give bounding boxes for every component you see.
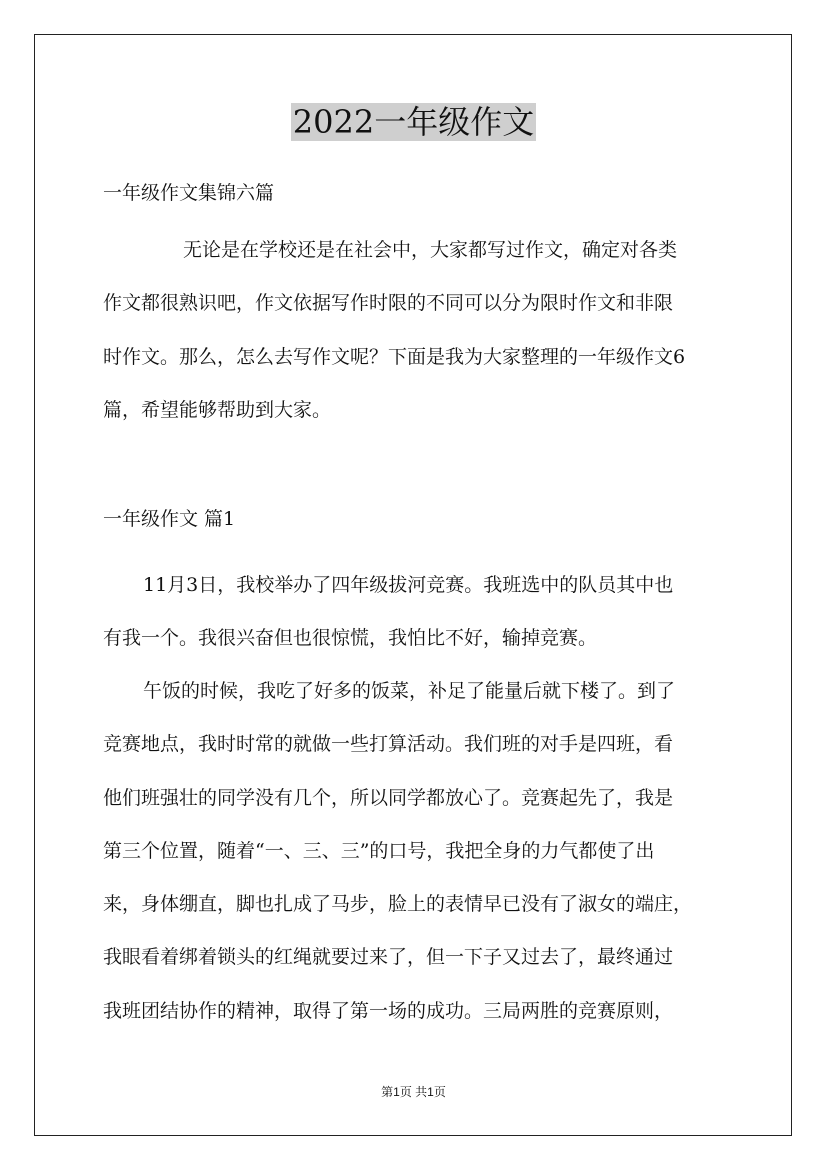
section-heading: 一年级作文 篇1 [103,508,236,530]
paragraph-line: 我眼看着绑着锁头的红绳就要过来了，但一下子又过去了，最终通过 [103,946,674,969]
paragraph-line: 11月3日，我校举办了四年级拔河竞赛。我班选中的队员其中也 [143,574,674,596]
body-paragraph-1 [103,559,727,666]
paragraph-line: 午饭的时候，我吃了好多的饭菜，补足了能量后就下楼了。到了 [143,680,676,702]
title-text: 2022一年级作文 [292,103,535,141]
intro-line: 篇，希望能够帮助到大家。 [103,398,332,421]
paragraph-line: 我班团结协作的精神，取得了第一场的成功。三局两胜的竞赛原则， [103,999,674,1022]
body-paragraph-2 [103,665,727,1038]
intro-line: 无论是在学校还是在社会中，大家都写过作文，确定对各类 [183,239,678,261]
page-footer: 第1页 共1页 [381,1085,446,1099]
document-title [0,100,827,144]
paragraph-line: 他们班强壮的同学没有几个，所以同学都放心了。竞赛起先了，我是 [103,786,674,809]
paragraph-line: 第三个位置，随着“一、三、三”的口号，我把全身的力气都使了出 [103,839,655,862]
intro-line: 作文都很熟识吧，作文依据写作时限的不同可以分为限时作文和非限 [103,292,674,315]
paragraph-line: 有我一个。我很兴奋但也很惊慌，我怕比不好，输掉竞赛。 [103,627,598,650]
intro-paragraph [103,224,727,437]
paragraph-line: 来，身体绷直，脚也扎成了马步，脸上的表情早已没有了淑女的端庄， [103,893,693,916]
intro-line: 时作文。那么，怎么去写作文呢？下面是我为大家整理的一年级作文6 [103,345,686,368]
paragraph-line: 竞赛地点，我时时常的就做一些打算活动。我们班的对手是四班，看 [103,733,674,756]
subtitle: 一年级作文集锦六篇 [103,182,275,204]
